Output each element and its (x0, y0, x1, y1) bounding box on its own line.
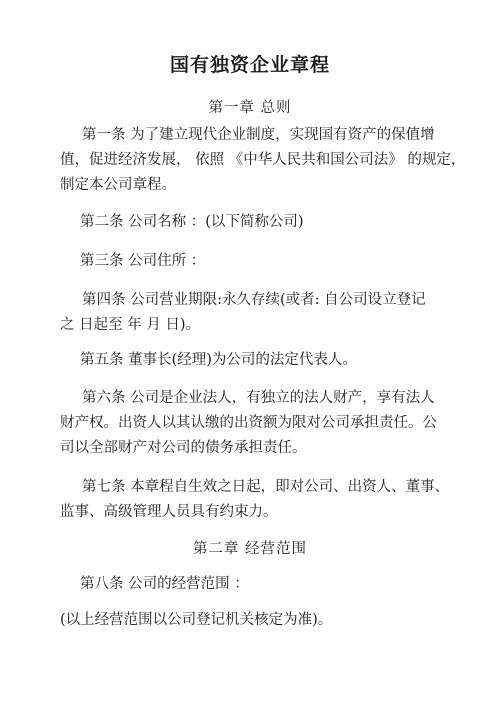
article-1-line-1: 第一条 为了建立现代企业制度，实现国有资产的保值增 (82, 127, 435, 143)
article-6 (60, 386, 440, 461)
scope-note (60, 608, 440, 633)
article-4-line-1: 第四条 公司营业期限:永久存续(或者: 自公司设立登记 (82, 292, 426, 308)
article-2 (80, 210, 440, 235)
article-5-line-1: 第五条 董事长(经理)为公司的法定代表人。 (80, 352, 357, 368)
article-1-line-2: 值，促进经济发展， 依照 《中华人民共和国公司法》 的规定， (60, 152, 466, 168)
article-7-line-2: 监事、高级管理人员具有约束力。 (60, 504, 278, 520)
article-8 (80, 572, 440, 597)
article-3-line-1: 第三条 公司住所 ： (80, 253, 206, 269)
article-1 (60, 123, 466, 198)
document-title: 国有独资企业章程 (169, 54, 330, 76)
article-6-line-1: 第六条 公司是企业法人，有独立的法人财产，享有法人 (82, 390, 435, 406)
scope-note-line-1: (以上经营范围以公司登记机关核定为准)。 (60, 612, 333, 628)
article-6-line-3: 司以全部财产对公司的债务承担责任。 (60, 440, 307, 456)
article-8-line-1: 第八条 公司的经营范围 ： (80, 576, 249, 592)
article-5 (80, 348, 440, 373)
article-3 (80, 249, 440, 274)
article-1-line-3: 制定本公司章程。 (60, 177, 176, 193)
article-4 (60, 288, 440, 338)
article-2-line-1: 第二条 公司名称 ：(以下简称公司) (80, 214, 304, 230)
article-7 (60, 475, 450, 525)
article-7-line-1: 第七条 本章程自生效之日起，即对公司、出资人、董事、 (82, 479, 450, 495)
chapter-1-heading: 第一章 总则 (208, 100, 292, 116)
chapter-2-heading: 第二章 经营范围 (192, 541, 308, 557)
article-4-line-2: 之 日起至 年 月 日)。 (60, 317, 201, 333)
article-6-line-2: 财产权。出资人以其认缴的出资额为限对公司承担责任。公 (60, 415, 437, 431)
